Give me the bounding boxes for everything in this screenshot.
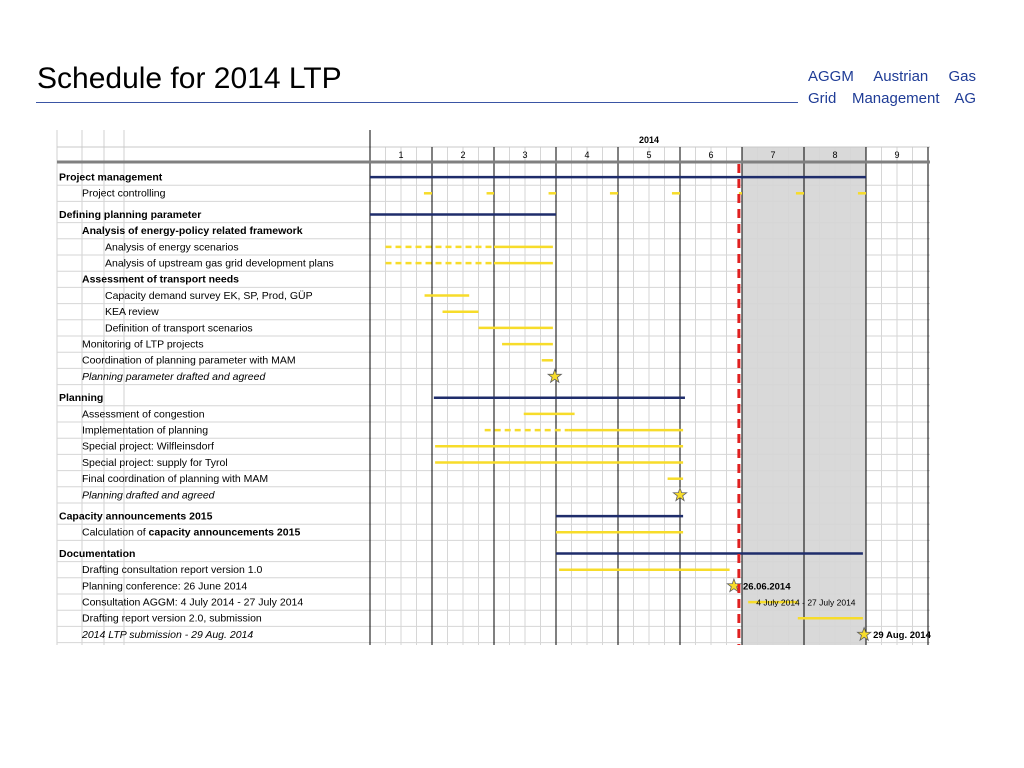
milestone-star-icon — [548, 370, 561, 383]
company-name-line-2: Grid Management AG — [808, 90, 976, 107]
row-label: Planning — [59, 392, 104, 405]
row-label: Planning drafted and agreed — [82, 489, 215, 502]
month-label-8: 8 — [832, 150, 838, 160]
row-label: Final coordination of planning with MAM — [82, 473, 269, 486]
row-label: Assessment of transport needs — [82, 273, 239, 286]
row-label: Coordination of planning parameter with MAM — [82, 354, 296, 367]
month-label-3: 3 — [522, 150, 528, 160]
row-label: Definition of transport scenarios — [105, 322, 253, 335]
row-label: Drafting report version 2.0, submission — [82, 612, 262, 625]
row-label: Documentation — [59, 547, 136, 560]
milestone-date-label: 26.06.2014 — [742, 581, 791, 593]
chart-year-label: 2014 — [638, 135, 660, 145]
row-label: Assessment of congestion — [82, 408, 205, 421]
row-label: Special project: supply for Tyrol — [82, 456, 228, 469]
month-label-6: 6 — [708, 150, 714, 160]
month-label-7: 7 — [770, 150, 776, 160]
row-label: Analysis of energy-policy related framework — [82, 225, 303, 238]
month-label-1: 1 — [398, 150, 404, 160]
company-name-line-1: AGGM Austrian Gas — [808, 68, 976, 85]
milestone-date-label: 4 July 2014 - 27 July 2014 — [756, 597, 856, 608]
row-label: KEA review — [105, 306, 159, 319]
slide-title: Schedule for 2014 LTP — [37, 62, 342, 95]
row-label: Consultation AGGM: 4 July 2014 - 27 July 2014 — [82, 596, 304, 609]
row-label: Implementation of planning — [82, 424, 209, 437]
row-label: Capacity announcements 2015 — [59, 510, 213, 523]
month-label-2: 2 — [460, 150, 466, 160]
month-label-9: 9 — [894, 150, 900, 160]
month-label-5: 5 — [646, 150, 652, 160]
row-label: Planning conference: 26 June 2014 — [82, 580, 248, 593]
row-label: Analysis of energy scenarios — [105, 241, 239, 254]
row-label: 2014 LTP submission - 29 Aug. 2014 — [82, 628, 254, 641]
row-label: Calculation of capacity announcements 2015 — [82, 526, 301, 539]
row-label: Special project: Wilfleinsdorf — [82, 440, 214, 453]
row-label: Project controlling — [82, 187, 166, 200]
row-label: Drafting consultation report version 1.0 — [82, 564, 263, 577]
row-label: Analysis of upstream gas grid development plans — [105, 257, 334, 270]
row-label: Planning parameter drafted and agreed — [82, 370, 266, 383]
month-label-4: 4 — [584, 150, 590, 160]
row-label: Monitoring of LTP projects — [82, 338, 204, 351]
row-label: Defining planning parameter — [59, 208, 202, 221]
row-label: Capacity demand survey EK, SP, Prod, GÜP — [105, 289, 313, 302]
milestone-date-label: 29 Aug. 2014 — [873, 629, 931, 641]
row-label: Project management — [59, 171, 163, 184]
